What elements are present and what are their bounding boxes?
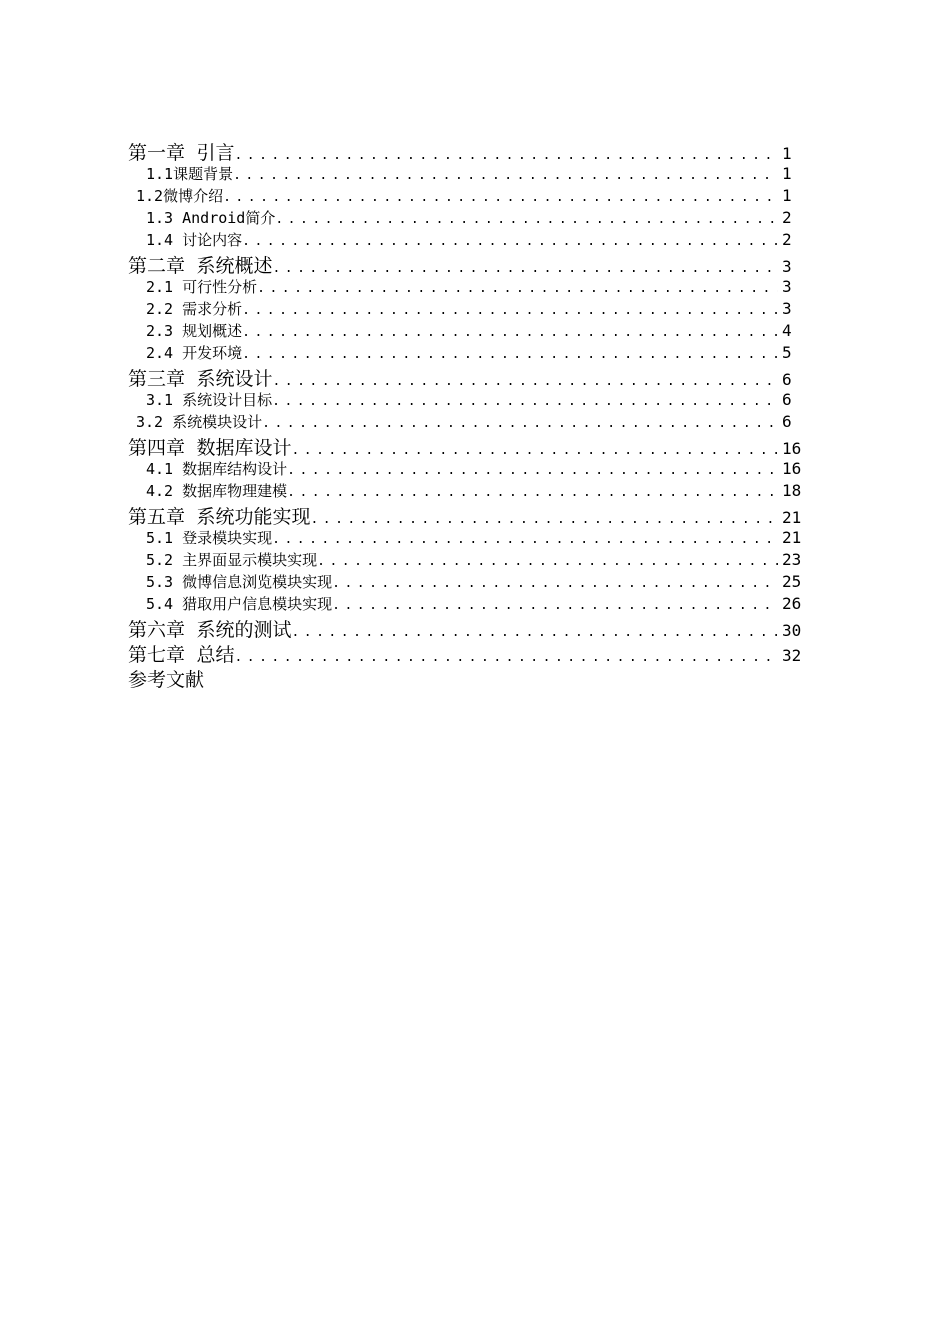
toc-section-1-3[interactable]	[128, 207, 818, 229]
toc-section-1-4[interactable]	[128, 229, 818, 251]
toc-entry-page: 6	[782, 412, 792, 431]
toc-section-4-2[interactable]	[128, 480, 818, 502]
toc-entry-title: 1.1课题背景	[146, 165, 234, 183]
dot-leader	[272, 532, 778, 547]
dot-leader	[272, 374, 778, 389]
toc-section-1-2[interactable]	[128, 185, 818, 207]
dot-leader	[317, 554, 778, 569]
toc-entry-title: 2.4 开发环境	[146, 344, 243, 362]
toc-chapter-7[interactable]	[128, 640, 818, 665]
toc-entry-page: 25	[782, 572, 802, 591]
toc-entry-page: 16	[782, 439, 802, 458]
toc-entry-title: 参考文献	[128, 669, 205, 690]
toc-entry-title: 2.1 可行性分析	[146, 278, 258, 296]
toc-entry-page: 1	[782, 144, 792, 163]
dot-leader	[242, 234, 778, 249]
toc-entry-title: 第五章 系统功能实现	[128, 506, 311, 527]
dot-leader	[275, 212, 778, 227]
dot-leader	[332, 576, 778, 591]
dot-leader	[332, 598, 778, 613]
toc-entry-page: 6	[782, 370, 792, 389]
toc-entry-title: 2.2 需求分析	[146, 300, 243, 318]
toc-section-2-1[interactable]	[128, 276, 818, 298]
toc-entry-page: 5	[782, 343, 792, 362]
toc-entry-title: 2.3 规划概述	[146, 322, 243, 340]
dot-leader	[242, 325, 778, 340]
dot-leader	[242, 303, 778, 318]
toc-entry-page: 2	[782, 208, 792, 227]
toc-entry-page: 30	[782, 621, 802, 640]
dot-leader	[287, 485, 778, 500]
dot-leader	[272, 261, 778, 276]
toc-entry-page: 3	[782, 299, 792, 318]
toc-section-5-4[interactable]	[128, 593, 818, 615]
toc-section-5-3[interactable]	[128, 571, 818, 593]
table-of-contents	[128, 138, 818, 690]
toc-section-2-3[interactable]	[128, 320, 818, 342]
dot-leader	[287, 463, 778, 478]
dot-leader	[233, 168, 778, 183]
toc-entry-page: 2	[782, 230, 792, 249]
toc-entry-page: 6	[782, 390, 792, 409]
toc-bibliography[interactable]	[128, 665, 818, 690]
toc-section-4-1[interactable]	[128, 458, 818, 480]
toc-entry-title: 4.1 数据库结构设计	[146, 460, 288, 478]
toc-entry-title: 4.2 数据库物理建模	[146, 482, 288, 500]
toc-chapter-2[interactable]	[128, 251, 818, 276]
dot-leader	[234, 650, 778, 665]
toc-entry-title: 第一章 引言	[128, 142, 235, 163]
dot-leader	[291, 443, 778, 458]
dot-leader	[257, 281, 778, 296]
toc-section-5-1[interactable]	[128, 527, 818, 549]
toc-entry-title: 第四章 数据库设计	[128, 437, 292, 458]
toc-section-5-2[interactable]	[128, 549, 818, 571]
toc-section-2-2[interactable]	[128, 298, 818, 320]
toc-section-1-1[interactable]	[128, 163, 818, 185]
dot-leader	[310, 512, 778, 527]
dot-leader	[223, 190, 778, 205]
toc-entry-title: 第六章 系统的测试	[128, 619, 292, 640]
toc-entry-page: 21	[782, 508, 802, 527]
toc-chapter-1[interactable]	[128, 138, 818, 163]
dot-leader	[272, 394, 778, 409]
toc-entry-title: 1.3 Android简介	[146, 209, 276, 227]
dot-leader	[262, 416, 778, 431]
toc-section-3-2[interactable]	[128, 411, 818, 433]
toc-entry-title: 第二章 系统概述	[128, 255, 273, 276]
toc-entry-page: 26	[782, 594, 802, 613]
toc-entry-page: 3	[782, 277, 792, 296]
toc-entry-page: 23	[782, 550, 802, 569]
toc-entry-title: 3.2 系统模块设计	[136, 413, 263, 431]
dot-leader	[291, 625, 778, 640]
toc-entry-page: 21	[782, 528, 802, 547]
toc-entry-title: 3.1 系统设计目标	[146, 391, 273, 409]
toc-chapter-4[interactable]	[128, 433, 818, 458]
toc-entry-title: 5.3 微博信息浏览模块实现	[146, 573, 333, 591]
toc-entry-page: 1	[782, 186, 792, 205]
toc-entry-page: 4	[782, 321, 792, 340]
toc-entry-title: 5.2 主界面显示模块实现	[146, 551, 318, 569]
toc-entry-page: 16	[782, 459, 802, 478]
toc-entry-page: 32	[782, 646, 802, 665]
toc-entry-title: 第三章 系统设计	[128, 368, 273, 389]
toc-entry-page: 1	[782, 164, 792, 183]
toc-chapter-5[interactable]	[128, 502, 818, 527]
dot-leader	[242, 347, 778, 362]
toc-entry-page: 3	[782, 257, 792, 276]
toc-entry-page: 18	[782, 481, 802, 500]
dot-leader	[234, 148, 778, 163]
toc-entry-title: 第七章 总结	[128, 644, 235, 665]
toc-section-3-1[interactable]	[128, 389, 818, 411]
toc-entry-title: 1.4 讨论内容	[146, 231, 243, 249]
toc-chapter-6[interactable]	[128, 615, 818, 640]
toc-entry-title: 1.2微博介绍	[136, 187, 224, 205]
toc-entry-title: 5.4 猎取用户信息模块实现	[146, 595, 333, 613]
toc-entry-title: 5.1 登录模块实现	[146, 529, 273, 547]
toc-chapter-3[interactable]	[128, 364, 818, 389]
toc-section-2-4[interactable]	[128, 342, 818, 364]
